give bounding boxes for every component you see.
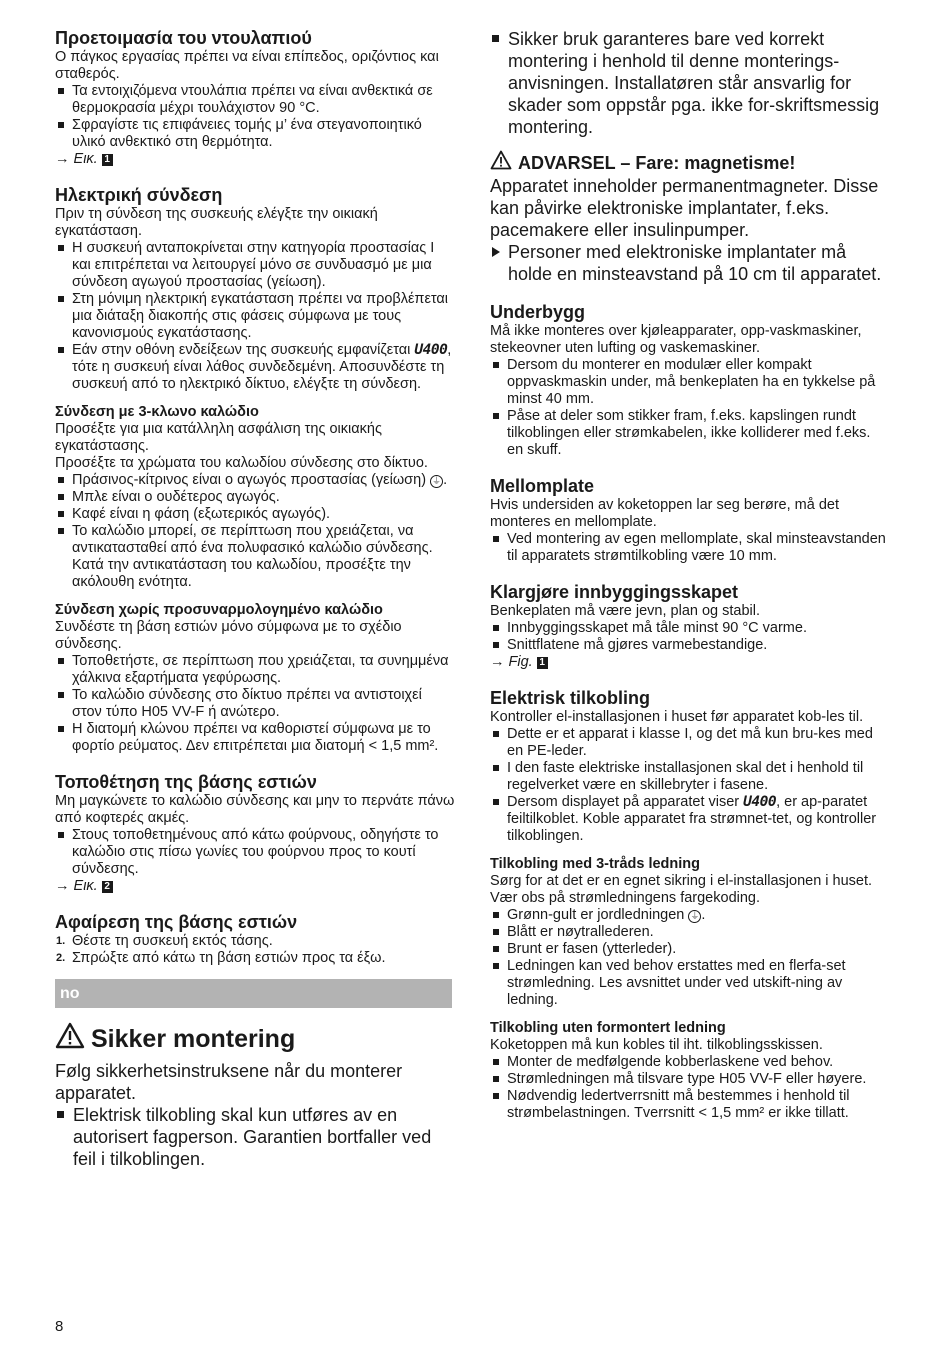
list-item: Blått er nøytrallederen. (490, 924, 890, 941)
ground-symbol-icon: ⏚ (432, 476, 442, 486)
bullet-list (490, 357, 890, 459)
list-item: Dersom du monterer en modulær eller kompakt oppvaskmaskin under, må benkeplaten ha en tykkelse på minst 40 mm. (490, 357, 890, 408)
section-title: Τοποθέτηση της βάσης εστιών (55, 772, 317, 792)
subsection-title: Tilkobling med 3-tråds ledning (490, 856, 701, 872)
bullet-list (55, 827, 455, 878)
list-item: Σφραγίστε τις επιφάνειες τομής μ’ ένα στεγανοποιητικό υλικό ανθεκτικό στη θερμότητα. (55, 117, 455, 151)
list-item: Η συσκευή ανταποκρίνεται στην κατηγορία προστασίας I και επιτρέπεται να λειτουργεί μόνο σε συνδυασμό με μια σύνδεση αγωγού προστασίας (γείωση). (55, 240, 455, 291)
list-item: Το καλώδιο μπορεί, σε περίπτωση που χρειάζεται, να αντικατασταθεί από ένα πολυφασικό καλώδιο σύνδεσης. Κατά την αντικατάσταση του καλωδίου, προσέξτε την ακόλουθη ενότητα. (55, 523, 455, 591)
bullet-list (490, 28, 890, 138)
paragraph: Συνδέστε τη βάση εστιών μόνο σύμφωνα με το σχέδιο σύνδεσης. (55, 619, 402, 652)
figure-number-badge: 1 (102, 154, 113, 166)
list-item: Innbyggingsskapet må tåle minst 90 °C varme. (490, 620, 890, 637)
list-item: Personer med elektroniske implantater må holde en minsteavstand på 10 cm til apparatet. (490, 241, 890, 285)
list-item: 1. Θέστε τη συσκευή εκτός τάσης. (56, 933, 273, 949)
bullet-list (490, 726, 890, 845)
bullet-list (55, 240, 455, 393)
list-item: Grønn-gult er jordledningen ⏚ . (490, 907, 890, 924)
figure-reference: → Εικ. 1 (55, 151, 455, 168)
subsection-title: Σύνδεση με 3-κλωνο καλώδιο (55, 404, 259, 420)
warning-heading: ADVARSEL – Fare: magnetisme! (490, 150, 890, 175)
subsection-title: Σύνδεση χωρίς προσυναρμολογημένο καλώδιο (55, 602, 383, 618)
list-item: Εάν στην οθόνη ενδείξεων της συσκευής εμφανίζεται U400, τότε η συσκευή είναι λάθος συνδεδεμένη. Αποσυνδέστε τη συσκευή από το ηλεκτρικό δίκτυο, ελέγξτε τη σύνδεση. (55, 342, 455, 393)
list-item: Στους τοποθετημένους από κάτω φούρνους, οδηγήστε το καλώδιο στις πίσω γωνίες του φούρνου προς το κουτί σύνδεσης. (55, 827, 455, 878)
list-item: Påse at deler som stikker fram, f.eks. kapslingen rundt tilkoblingen eller strømkabelen, ikke kolliderer med f.eks. en skuff. (490, 408, 890, 459)
list-item: Ledningen kan ved behov erstattes med en flerfa-set strømledning. Les avsnittet under ved utskift-ning av ledning. (490, 958, 890, 1009)
paragraph: Apparatet inneholder permanentmagneter. Disse kan påvirke elektroniske implantater, f.eks. pacemakere eller insulinpumper. (490, 176, 879, 240)
list-item: I den faste elektriske installasjonen skal det i henhold til regelverket være en skillebryter i fasene. (490, 760, 890, 794)
list-item: 2. Σπρώξτε από κάτω τη βάση εστιών προς τα έξω. (56, 950, 386, 966)
paragraph: Προσέξτε τα χρώματα του καλωδίου σύνδεσης στο δίκτυο. (55, 455, 428, 471)
list-item: Η διατομή κλώνου πρέπει να καθοριστεί σύμφωνα με το φορτίο ρεύματος. Δεν επιτρέπεται μια διατομή < 1,5 mm². (55, 721, 455, 755)
bullet-list (55, 653, 455, 755)
language-bar: no (55, 979, 452, 1008)
list-item: Καφέ είναι η φάση (εξωτερικός αγωγός). (55, 506, 455, 523)
paragraph: Koketoppen må kun kobles til iht. tilkoblingsskissen. (490, 1037, 823, 1053)
right-column (490, 28, 890, 1122)
action-list (490, 241, 890, 285)
paragraph: Πριν τη σύνδεση της συσκευής ελέγξτε την οικιακή εγκατάσταση. (55, 206, 378, 239)
list-item: Πράσινος-κίτρινος είναι ο αγωγός προστασίας (γείωση) ⏚ . (55, 472, 455, 489)
list-item: Ved montering av egen mellomplate, skal minsteavstanden til apparatets strømtilkobling være 10 mm. (490, 531, 890, 565)
paragraph: Ο πάγκος εργασίας πρέπει να είναι επίπεδος, οριζόντιος και σταθερός. (55, 49, 439, 82)
section-title: Elektrisk tilkobling (490, 688, 651, 708)
section-title: Underbygg (490, 302, 586, 322)
paragraph: Følg sikkerhetsinstruksene når du monterer apparatet. (55, 1061, 403, 1103)
list-item: Τοποθετήστε, σε περίπτωση που χρειάζεται, τα συνημμένα χάλκινα εξαρτήματα γεφύρωσης. (55, 653, 455, 687)
section-title: Αφαίρεση της βάσης εστιών (55, 912, 298, 932)
paragraph: Kontroller el-installasjonen i huset før apparatet kob-les til. (490, 709, 864, 725)
list-item: Στη μόνιμη ηλεκτρική εγκατάσταση πρέπει να προβλέπεται μια διάταξη διακοπής στις φάσεις σύμφωνα με τους κανονισμούς εγκατάστασης. (55, 291, 455, 342)
paragraph: Sørg for at det er en egnet sikring i el-installasjonen i huset. (490, 873, 873, 889)
subsection-title: Tilkobling uten formontert ledning (490, 1020, 726, 1036)
section-title: Mellomplate (490, 476, 595, 496)
figure-number-badge: 2 (102, 881, 113, 893)
ground-symbol-icon: ⏚ (690, 911, 700, 921)
warning-icon (55, 1022, 85, 1056)
section-title: Ηλεκτρική σύνδεση (55, 185, 223, 205)
bullet-list (55, 1104, 455, 1170)
paragraph: Benkeplaten må være jevn, plan og stabil. (490, 603, 761, 619)
section-title: Προετοιμασία του ντουλαπιού (55, 28, 312, 48)
display-code: U400 (743, 794, 777, 810)
list-item: Brunt er fasen (ytterleder). (490, 941, 890, 958)
paragraph: Må ikke monteres over kjøleapparater, opp-vaskmaskiner, stekeovner uten lufting og vaskemaskiner. (490, 323, 862, 356)
figure-reference: → Εικ. 2 (55, 878, 455, 895)
warning-icon (490, 150, 512, 175)
bullet-list (490, 1054, 890, 1122)
figure-reference: → Fig. 1 (490, 654, 890, 671)
bullet-list (55, 83, 455, 151)
paragraph: Vær obs på strømledningens fargekoding. (490, 890, 761, 906)
bullet-list (490, 620, 890, 654)
list-item: Μπλε είναι ο ουδέτερος αγωγός. (55, 489, 455, 506)
list-item: Τα εντοιχιζόμενα ντουλάπια πρέπει να είναι ανθεκτικά σε θερμοκρασία μέχρι τουλάχιστον 90 °C. (55, 83, 455, 117)
chapter-title: Sikker montering (55, 1022, 455, 1056)
list-item: Snittflatene må gjøres varmebestandige. (490, 637, 890, 654)
bullet-list (490, 531, 890, 565)
numbered-list (55, 933, 455, 967)
display-code: U400 (414, 342, 448, 358)
left-column (55, 28, 455, 1170)
section-title: Klargjøre innbyggingsskapet (490, 582, 739, 602)
list-item: Elektrisk tilkobling skal kun utføres av en autorisert fagperson. Garantien bortfaller ved feil i tilkoblingen. (55, 1104, 455, 1170)
paragraph: Προσέξτε για μια κατάλληλη ασφάλιση της οικιακής εγκατάστασης. (55, 421, 382, 454)
list-item: Monter de medfølgende kobberlaskene ved behov. (490, 1054, 890, 1071)
figure-number-badge: 1 (537, 657, 548, 669)
paragraph: Μη μαγκώνετε το καλώδιο σύνδεσης και μην το περνάτε πάνω από κοφτερές ακμές. (55, 793, 455, 826)
list-item: Nødvendig ledertverrsnitt må bestemmes i henhold til strømbelastningen. Tverrsnitt < 1,5 mm² er ikke tillatt. (490, 1088, 890, 1122)
list-item: Dersom displayet på apparatet viser U400, er ap-paratet feiltilkoblet. Koble apparatet fra strømnet-tet, og kontroller tilkoblingen. (490, 794, 890, 845)
paragraph: Hvis undersiden av koketoppen lar seg berøre, må det monteres en mellomplate. (490, 497, 839, 530)
page-number: 8 (55, 1318, 64, 1335)
list-item: Strømledningen må tilsvare type H05 VV-F eller høyere. (490, 1071, 890, 1088)
list-item: Dette er et apparat i klasse I, og det må kun bru-kes med en PE-leder. (490, 726, 890, 760)
bullet-list (490, 907, 890, 1009)
list-item: Sikker bruk garanteres bare ved korrekt montering i henhold til denne monterings-anvisningen. Installatøren står ansvarlig for skader som oppstår pga. ikke for-skriftsmessig montering. (490, 28, 890, 138)
bullet-list (55, 472, 455, 591)
list-item: Το καλώδιο σύνδεσης στο δίκτυο πρέπει να αντιστοιχεί στον τύπο H05 VV-F ή ανώτερο. (55, 687, 455, 721)
